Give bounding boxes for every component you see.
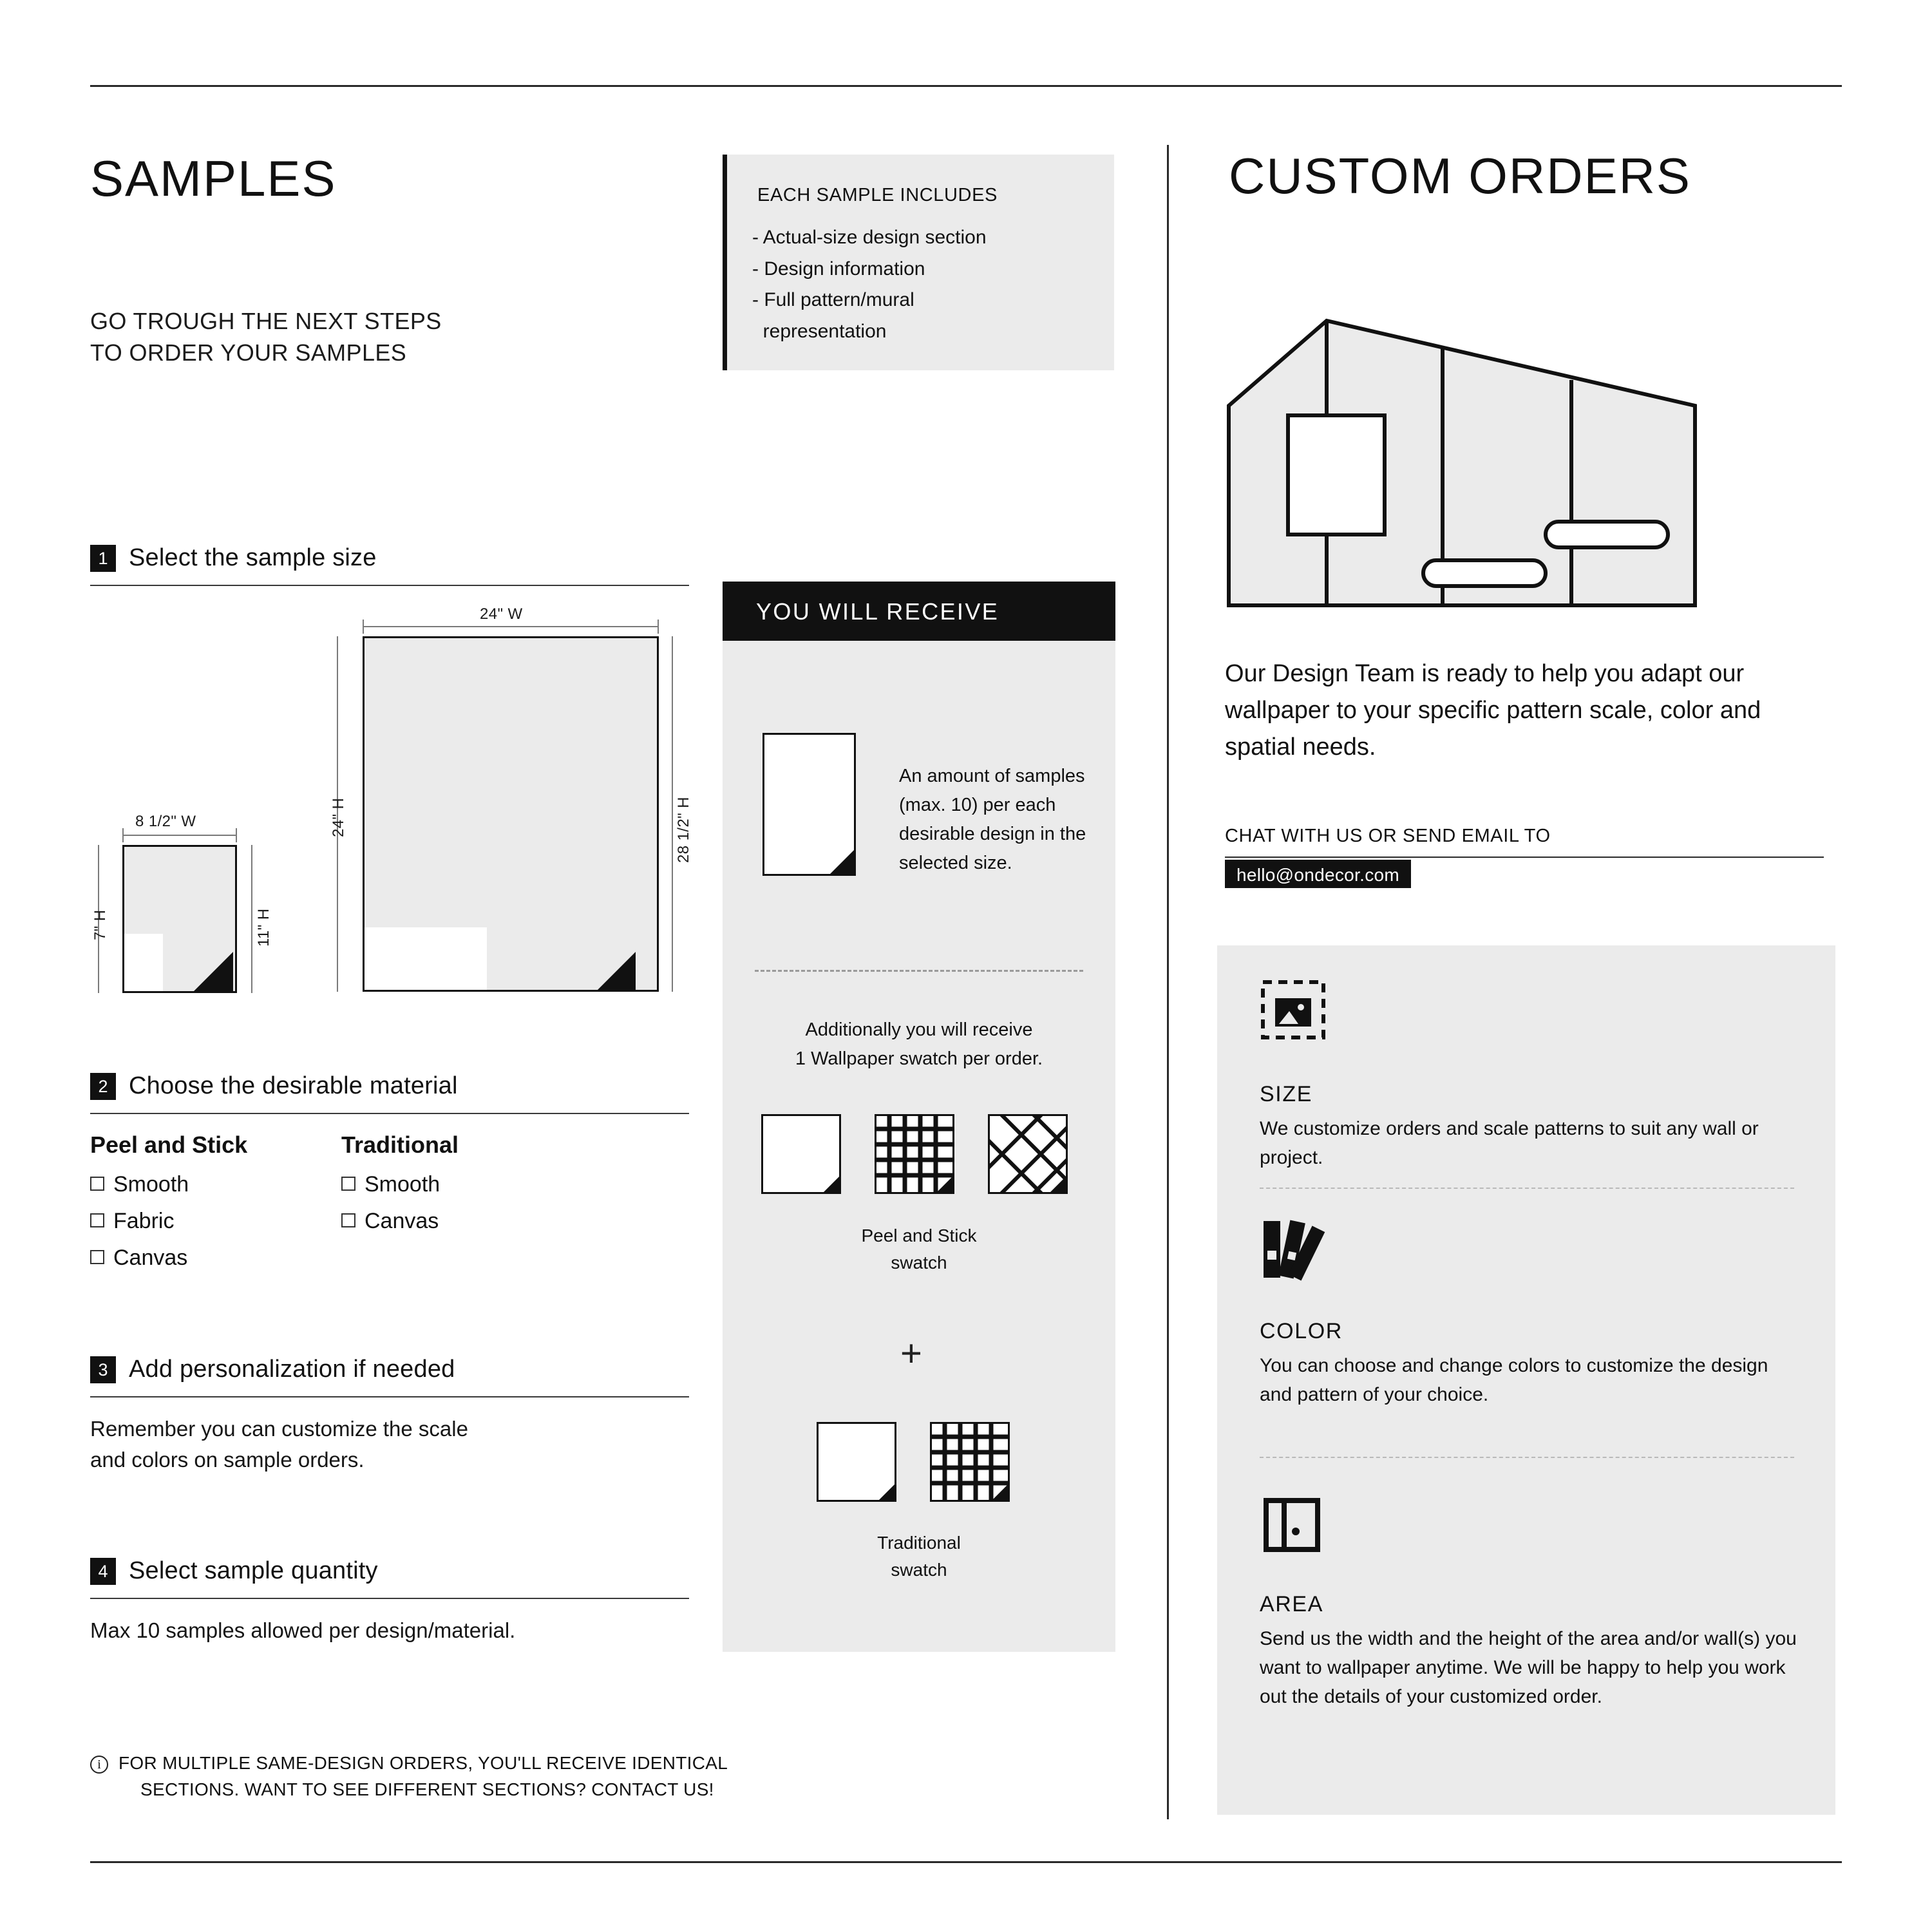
additional-line-1: Additionally you will receive: [805, 1019, 1033, 1040]
material-option-label: Smooth: [113, 1172, 189, 1197]
additional-line-2: 1 Wallpaper swatch per order.: [795, 1048, 1043, 1069]
feature-color-body: You can choose and change colors to customize the design and pattern of your choice.: [1260, 1355, 1768, 1405]
includes-item-1: - Actual-size design section: [752, 227, 987, 248]
step-4-body: Max 10 samples allowed per design/material.: [90, 1618, 516, 1642]
column-divider: [1167, 145, 1169, 1819]
wall-area-icon: [1260, 1494, 1324, 1559]
includes-title: EACH SAMPLE INCLUDES: [757, 185, 998, 205]
step-2-number: 2: [90, 1073, 116, 1100]
feature-area-body: Send us the width and the height of the area and/or wall(s) you want to wallpaper anytime. We will be happy to help you work out the details of your customized order.: [1260, 1628, 1797, 1707]
checkbox-icon[interactable]: [90, 1177, 104, 1191]
small-sample-white-block: [124, 934, 163, 991]
note-line-1: FOR MULTIPLE SAME-DESIGN ORDERS, YOU'LL RECEIVE IDENTICAL: [118, 1753, 728, 1773]
small-width-tick-right: [236, 828, 237, 842]
step-2-label: Choose the desirable material: [129, 1072, 458, 1099]
big-width-tick-line: [363, 626, 659, 627]
material-option-label: Canvas: [365, 1209, 439, 1233]
image-frame-icon: [1260, 979, 1327, 1044]
big-width-tick-right: [658, 620, 659, 634]
step-2-header: [90, 1072, 458, 1100]
receive-panel-separator: [755, 970, 1083, 972]
big-sample-width-label: 24" W: [480, 605, 523, 623]
peel-caption-line-1: Peel and Stick: [861, 1226, 977, 1245]
step-1-number: 1: [90, 545, 116, 572]
chat-underline: [1225, 857, 1824, 858]
small-sample-width-label: 8 1/2" W: [135, 813, 196, 830]
material-option-trad-canvas[interactable]: [341, 1209, 439, 1234]
traditional-swatch-caption: [790, 1530, 1048, 1584]
material-option-peel-fabric[interactable]: [90, 1209, 174, 1234]
step-3-body-line-2: and colors on sample orders.: [90, 1447, 365, 1472]
sample-amount-text: An amount of samples (max. 10) per each desirable design in the selected size.: [899, 766, 1086, 873]
step-1-underline: [90, 585, 689, 586]
step-3-label: Add personalization if needed: [129, 1356, 455, 1383]
big-width-tick-left: [363, 620, 364, 634]
small-height-right-tick-line: [251, 845, 252, 993]
traditional-caption-line-1: Traditional: [877, 1533, 961, 1553]
step-1-header: [90, 544, 377, 572]
peel-and-stick-swatch-caption: [790, 1222, 1048, 1276]
step-4-header: [90, 1557, 378, 1585]
swatch-smooth-traditional-corner: [877, 1482, 896, 1502]
material-option-label: Canvas: [113, 1245, 188, 1270]
big-sample-height-right-label: 28 1/2" H: [675, 797, 692, 863]
material-option-label: Smooth: [365, 1172, 440, 1197]
step-3-underline: [90, 1396, 689, 1397]
step-4-number: 4: [90, 1558, 116, 1585]
material-option-peel-smooth[interactable]: [90, 1172, 189, 1197]
material-option-trad-smooth[interactable]: [341, 1172, 440, 1197]
step-3-number: 3: [90, 1356, 116, 1383]
custom-orders-title: CUSTOM ORDERS: [1229, 147, 1691, 204]
big-sample-corner-fold: [596, 952, 636, 992]
traditional-caption-line-2: swatch: [891, 1560, 947, 1580]
samples-subtitle-line-2: TO ORDER YOUR SAMPLES: [90, 339, 407, 366]
room-illustration: [1224, 309, 1700, 615]
small-width-tick-left: [122, 828, 124, 842]
feature-area-title: AREA: [1260, 1592, 1323, 1616]
peel-caption-line-2: swatch: [891, 1253, 947, 1273]
bottom-divider: [90, 1861, 1842, 1863]
material-group-2-heading: Traditional: [341, 1132, 459, 1158]
material-group-1-heading: Peel and Stick: [90, 1132, 248, 1158]
big-height-right-tick-line: [672, 636, 673, 992]
step-4-label: Select sample quantity: [129, 1557, 378, 1584]
feature-color-title: COLOR: [1260, 1319, 1343, 1343]
small-width-tick-line: [122, 835, 237, 836]
samples-subtitle: [90, 306, 442, 368]
email-link[interactable]: hello@ondecor.com: [1225, 860, 1411, 888]
samples-subtitle-line-1: GO TROUGH THE NEXT STEPS: [90, 308, 442, 334]
note-line-2: SECTIONS. WANT TO SEE DIFFERENT SECTIONS? CONTACT US!: [140, 1779, 714, 1799]
color-palette-icon: [1260, 1217, 1327, 1285]
step-3-body: [90, 1414, 670, 1475]
you-will-receive-header: [723, 582, 1115, 641]
material-option-peel-canvas[interactable]: [90, 1245, 187, 1271]
includes-item-4: representation: [752, 320, 887, 342]
custom-orders-paragraph: Our Design Team is ready to help you adapt our wallpaper to your specific pattern scale, color and spatial needs.: [1225, 660, 1761, 761]
samples-title: SAMPLES: [90, 150, 337, 207]
info-icon: i: [90, 1756, 108, 1774]
includes-accent-bar: [723, 155, 727, 370]
includes-item-2: - Design information: [752, 258, 925, 279]
chat-with-us-label: CHAT WITH US OR SEND EMAIL TO: [1225, 826, 1551, 846]
step-1-label: Select the sample size: [129, 544, 377, 571]
swatch-canvas-traditional-corner: [990, 1482, 1010, 1502]
multiple-orders-note: [118, 1750, 866, 1803]
swatch-canvas-peel-corner: [1048, 1175, 1068, 1194]
small-sample-height-right-label: 11" H: [255, 908, 272, 947]
swatch-smooth-peel-corner: [822, 1175, 841, 1194]
big-sample-white-block: [365, 927, 487, 990]
small-sample-corner-fold: [193, 952, 233, 992]
feature-separator-1: [1260, 1188, 1794, 1189]
checkbox-icon[interactable]: [90, 1213, 104, 1227]
checkbox-icon[interactable]: [341, 1213, 355, 1227]
step-3-body-line-1: Remember you can customize the scale: [90, 1417, 468, 1441]
you-will-receive-title: YOU WILL RECEIVE: [756, 598, 999, 625]
feature-size-title: SIZE: [1260, 1082, 1312, 1106]
checkbox-icon[interactable]: [341, 1177, 355, 1191]
step-2-underline: [90, 1113, 689, 1114]
top-divider: [90, 85, 1842, 87]
feature-separator-2: [1260, 1457, 1794, 1458]
additional-swatch-text: [723, 1016, 1115, 1074]
sample-card-corner-fold: [829, 850, 854, 875]
swatch-fabric-peel-corner: [935, 1175, 954, 1194]
material-option-label: Fabric: [113, 1209, 175, 1233]
plus-separator: +: [900, 1332, 922, 1374]
step-3-header: [90, 1356, 455, 1383]
includes-list: [752, 222, 1113, 347]
big-sample-height-label: 24" H: [330, 797, 347, 837]
small-sample-height-label: 7" H: [91, 909, 109, 940]
step-4-underline: [90, 1598, 689, 1599]
checkbox-icon[interactable]: [90, 1250, 104, 1264]
includes-item-3: - Full pattern/mural: [752, 289, 914, 311]
feature-size-body: We customize orders and scale patterns to suit any wall or project.: [1260, 1118, 1759, 1168]
